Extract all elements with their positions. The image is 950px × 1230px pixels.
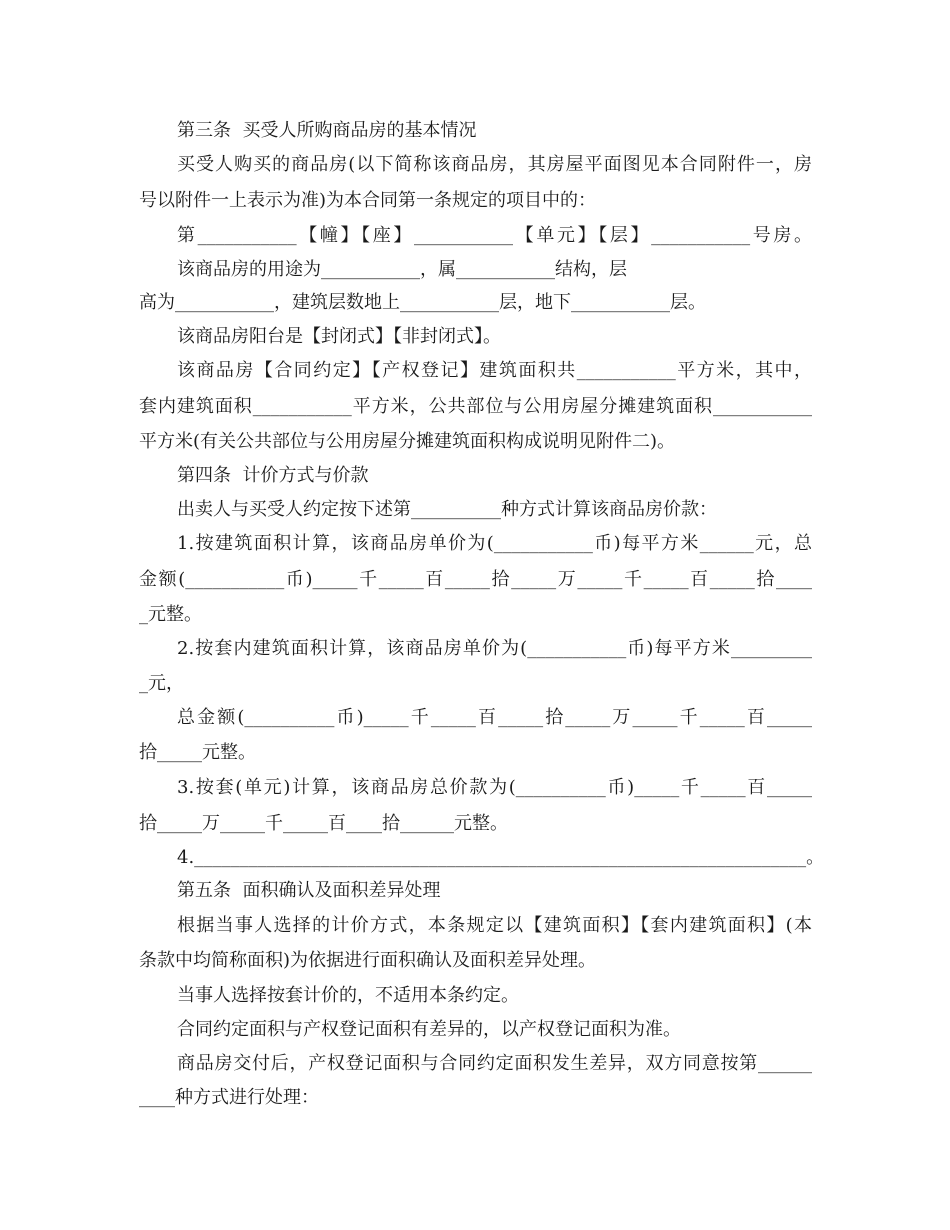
paragraph-line: 合同约定面积与产权登记面积有差异的，以产权登记面积为准。 [177, 1019, 681, 1040]
article-5-heading: 第五条 面积确认及面积差异处理 [177, 880, 441, 901]
paragraph-line: 1.按建筑面积计算，该商品房单价为(___________币)每平方米______元，总 [177, 533, 812, 554]
paragraph-line: 商品房交付后，产权登记面积与合同约定面积发生差异，双方同意按第______ [177, 1053, 812, 1074]
paragraph-line: 套内建筑面积___________平方米，公共部位与公用房屋分摊建筑面积___________ [139, 396, 812, 417]
paragraph-line: 当事人选择按套计价的，不适用本条约定。 [177, 985, 519, 1006]
paragraph-line: _元整。 [139, 604, 202, 625]
paragraph-line: 拾_____万_____千_____百____拾______元整。 [139, 813, 508, 834]
paragraph-line: 号以附件一上表示为准)为本合同第一条规定的项目中的： [139, 190, 597, 211]
paragraph-line: 该商品房阳台是【封闭式】【非封闭式】。 [177, 326, 501, 347]
paragraph-line: 该商品房【合同约定】【产权登记】建筑面积共___________平方米，其中， [177, 360, 812, 381]
paragraph-line: 该商品房的用途为___________，属___________结构，层 [177, 259, 627, 280]
paragraph-line: 买受人购买的商品房(以下简称该商品房，其房屋平面图见本合同附件一，房 [177, 154, 812, 175]
paragraph-line: 总金额(__________币)_____千_____百_____拾_____万_____千_____百_____ [177, 707, 812, 728]
paragraph-line: 2.按套内建筑面积计算，该商品房单价为(___________币)每平方米_________ [177, 638, 812, 659]
paragraph-line: 3.按套(单元)计算，该商品房总价款为(__________币)_____千_____百_____ [177, 777, 812, 798]
paragraph-line: 拾_____元整。 [139, 742, 256, 763]
paragraph-line: 根据当事人选择的计价方式，本条规定以【建筑面积】【套内建筑面积】(本 [177, 915, 812, 936]
paragraph-line: 金额(___________币)_____千_____百_____拾_____万_____千_____百_____拾____ [139, 569, 812, 590]
article-3-heading: 第三条 买受人所购商品房的基本情况 [177, 120, 477, 141]
article-4-heading: 第四条 计价方式与价款 [177, 465, 369, 486]
paragraph-line: ____种方式进行处理： [139, 1087, 319, 1108]
paragraph-line: _元， [139, 673, 184, 694]
paragraph-line: 高为___________，建筑层数地上___________层，地下___________层。 [139, 292, 706, 313]
paragraph-line: 第___________【幢】【座】___________【单元】【层】___________号房。 [177, 225, 812, 246]
paragraph-line: 条款中均简称面积)为依据进行面积确认及面积差异处理。 [139, 950, 597, 971]
paragraph-line: 平方米(有关公共部位与公用房屋分摊建筑面积构成说明见附件二)。 [139, 431, 676, 452]
paragraph-line: 4.____________________________________________________________________。 [177, 847, 825, 868]
paragraph-line: 出卖人与买受人约定按下述第__________种方式计算该商品房价款： [177, 499, 717, 520]
